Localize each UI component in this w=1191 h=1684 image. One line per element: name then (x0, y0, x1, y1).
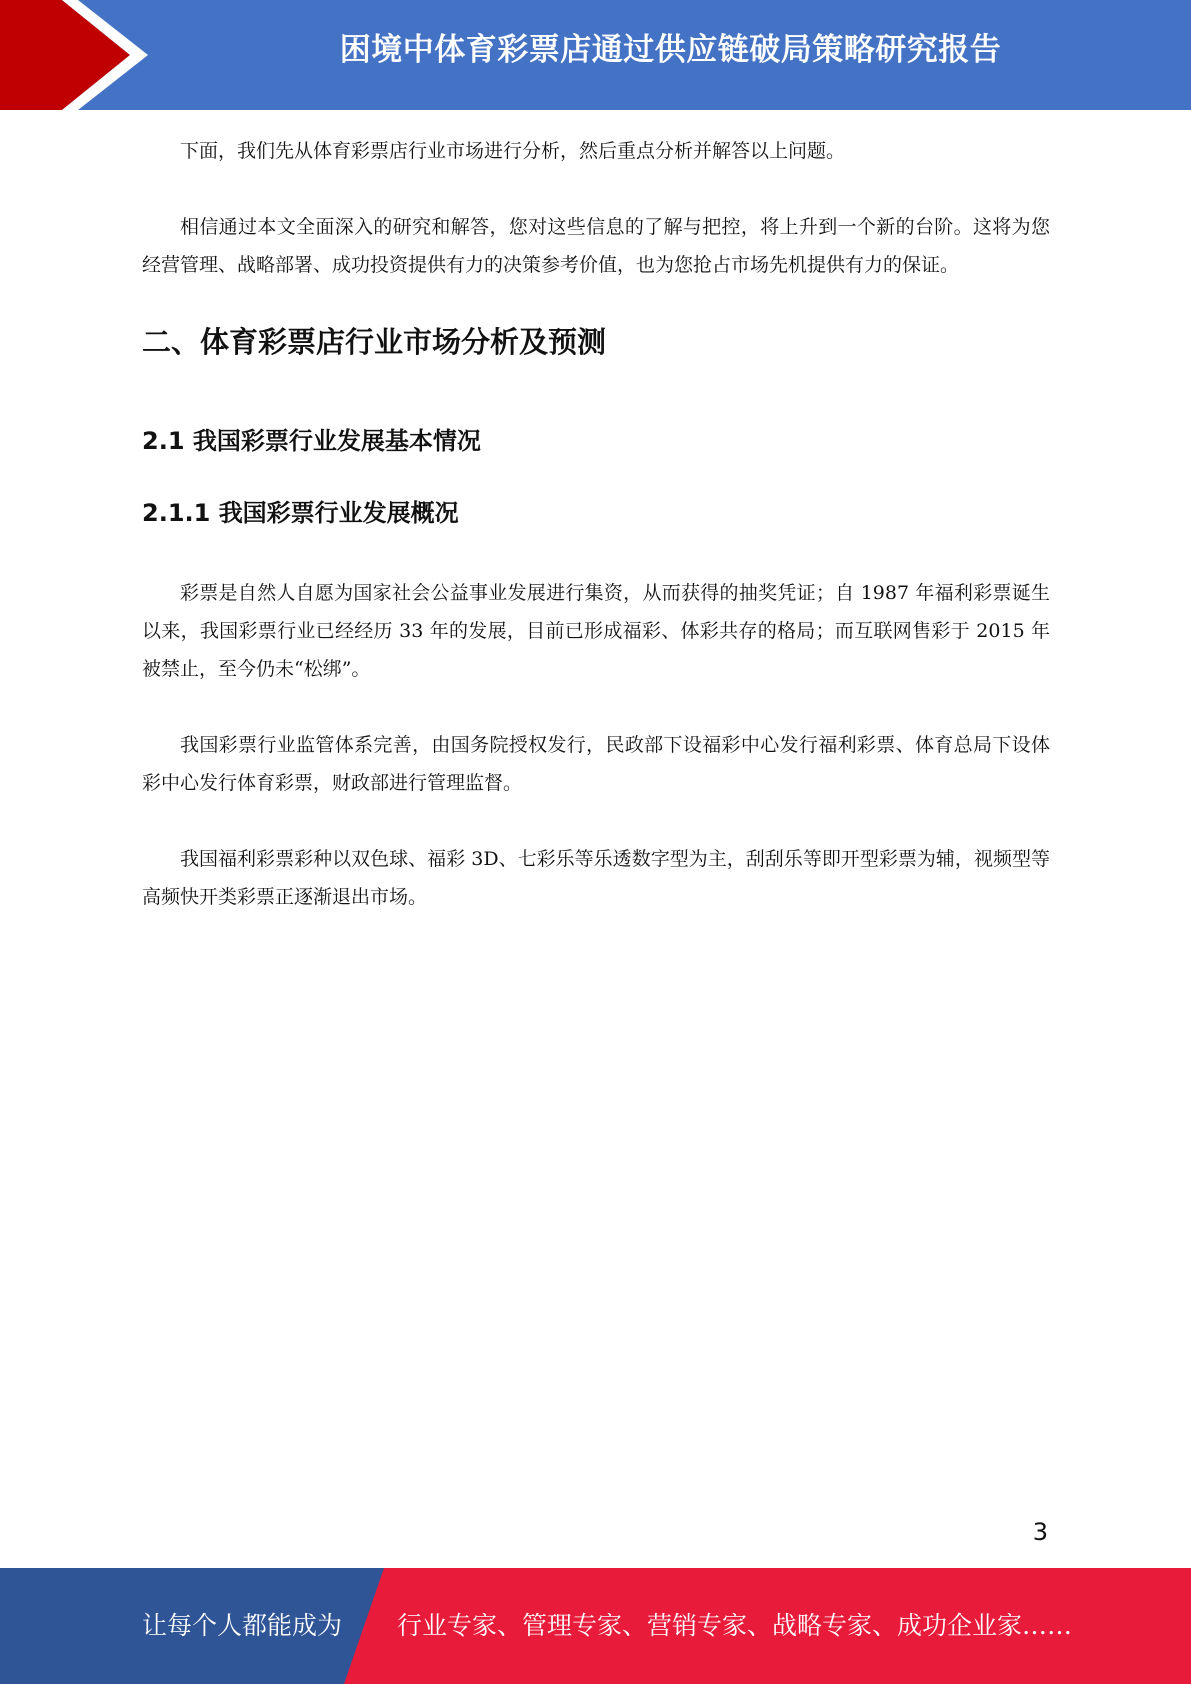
body-paragraph-2: 我国彩票行业监管体系完善，由国务院授权发行，民政部下设福彩中心发行福利彩票、体育总局下设体彩中心发行体育彩票，财政部进行管理监督。 (142, 734, 1050, 794)
intro-paragraph-2: 相信通过本文全面深入的研究和解答，您对这些信息的了解与把控，将上升到一个新的台阶。这将为您经营管理、战略部署、成功投资提供有力的决策参考价值，也为您抢占市场先机提供有力的保证。 (142, 216, 1050, 276)
page-content (142, 132, 1050, 954)
intro-paragraph-1: 下面，我们先从体育彩票店行业市场进行分析，然后重点分析并解答以上问题。 (180, 140, 846, 162)
report-title: 困境中体育彩票店通过供应链破局策略研究报告 (339, 32, 1002, 68)
footer-slogan-left: 让每个人都能成为 (142, 1611, 343, 1640)
page-footer (0, 1568, 1191, 1684)
chevron-red-shape (0, 0, 130, 110)
header-chevron-graphic (0, 0, 160, 110)
body-paragraph-1: 彩票是自然人自愿为国家社会公益事业发展进行集资，从而获得的抽奖凭证；自 1987 年福利彩票诞生以来，我国彩票行业已经经历 33 年的发展，目前已形成福彩、体彩共存的格局；而互联网售彩于 2015 年被禁止，至今仍未“松绑”。 (142, 582, 1050, 680)
page-header (0, 0, 1191, 110)
subsection-heading: 2.1 我国彩票行业发展基本情况 (142, 427, 481, 455)
page-number: 3 (1032, 1518, 1048, 1546)
footer-slogan-right: 行业专家、管理专家、营销专家、战略专家、成功企业家…… (397, 1611, 1073, 1640)
body-paragraph-3: 我国福利彩票彩种以双色球、福彩 3D、七彩乐等乐透数字型为主，刮刮乐等即开型彩票为辅，视频型等高频快开类彩票正逐渐退出市场。 (142, 848, 1050, 908)
subsubsection-heading: 2.1.1 我国彩票行业发展概况 (142, 499, 459, 527)
section-heading: 二、体育彩票店行业市场分析及预测 (142, 325, 607, 359)
